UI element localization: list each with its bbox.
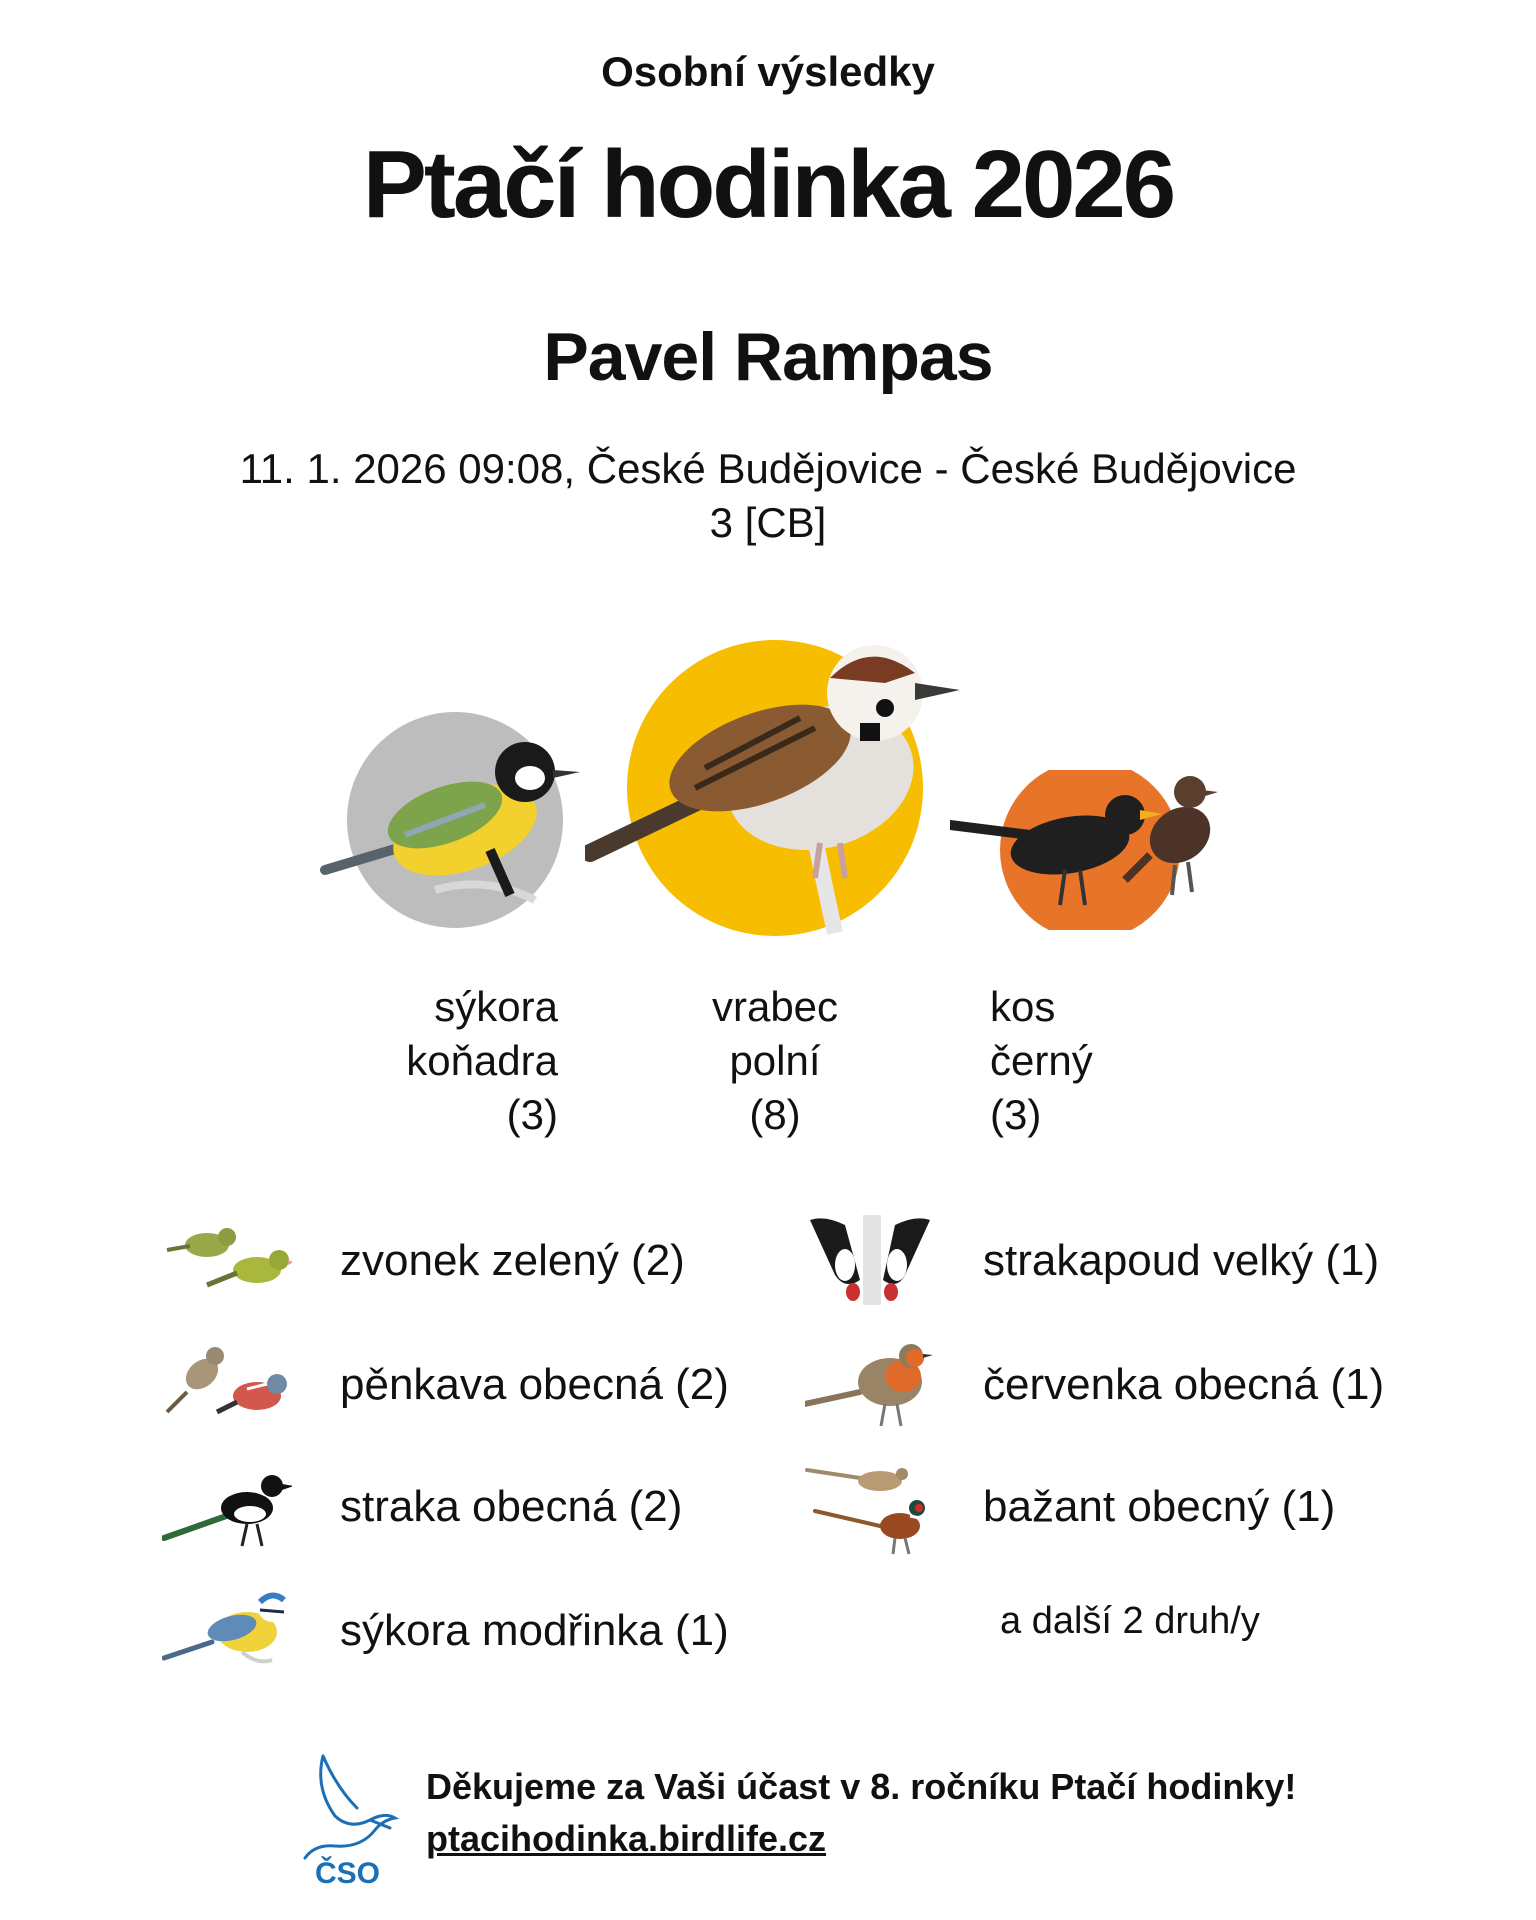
woodpecker-icon bbox=[805, 1210, 935, 1310]
greenfinch-icon bbox=[162, 1210, 292, 1310]
chaffinch-icon bbox=[162, 1334, 292, 1434]
top-bird-name: polní bbox=[729, 1037, 821, 1084]
blue-tit-icon bbox=[162, 1580, 292, 1680]
species-label: pěnkava obecná (2) bbox=[340, 1360, 729, 1409]
list-item bbox=[162, 1456, 762, 1556]
species-label: červenka obecná (1) bbox=[983, 1360, 1385, 1409]
top-bird-label-blackbird bbox=[990, 980, 1250, 1142]
species-label: bažant obecný (1) bbox=[983, 1482, 1336, 1531]
observation-site-code: 3 [CB] bbox=[709, 499, 827, 546]
species-label: strakapoud velký (1) bbox=[983, 1236, 1380, 1285]
top-bird-name: kos bbox=[990, 983, 1056, 1030]
observation-details bbox=[0, 442, 1536, 550]
page-title: Ptačí hodinka 2026 bbox=[362, 131, 1174, 238]
list-item bbox=[162, 1334, 762, 1434]
species-label: straka obecná (2) bbox=[340, 1482, 683, 1531]
participant-name: Pavel Rampas bbox=[543, 319, 993, 395]
observation-datetime-location: 11. 1. 2026 09:08, České Budějovice - České Budějovice bbox=[239, 445, 1297, 492]
website-link[interactable]: ptacihodinka.birdlife.cz bbox=[426, 1818, 827, 1859]
top-bird-name: černý bbox=[990, 1037, 1093, 1084]
list-item bbox=[805, 1456, 1425, 1556]
list-item bbox=[162, 1210, 762, 1310]
top-bird-label-tree-sparrow bbox=[645, 980, 905, 1142]
page-subtitle: Osobní výsledky bbox=[601, 48, 935, 95]
species-label: zvonek zelený (2) bbox=[340, 1236, 685, 1285]
top-bird-count: (3) bbox=[990, 1091, 1042, 1138]
more-species-note: a další 2 druh/y bbox=[1000, 1600, 1260, 1642]
tree-sparrow-icon bbox=[585, 638, 965, 938]
species-label: sýkora modřinka (1) bbox=[340, 1606, 729, 1655]
magpie-icon bbox=[162, 1456, 292, 1556]
blackbird-icon bbox=[950, 770, 1240, 930]
list-item bbox=[162, 1580, 762, 1680]
cso-logo bbox=[295, 1748, 405, 1888]
top-bird-name: sýkora bbox=[434, 983, 558, 1030]
logo-text: ČSO bbox=[315, 1857, 381, 1888]
top-bird-name: koňadra bbox=[406, 1037, 558, 1084]
pheasant-icon bbox=[805, 1456, 935, 1556]
top-bird-name: vrabec bbox=[711, 983, 839, 1030]
great-tit-icon bbox=[315, 700, 595, 950]
thank-you-message: Děkujeme za Vaši účast v 8. ročníku Ptačí hodinky! bbox=[426, 1766, 1297, 1807]
top-bird-count: (8) bbox=[749, 1091, 801, 1138]
robin-icon bbox=[805, 1334, 935, 1434]
list-item bbox=[805, 1334, 1425, 1434]
list-item bbox=[805, 1210, 1425, 1310]
top-bird-label-great-tit bbox=[298, 980, 558, 1142]
top-bird-count: (3) bbox=[506, 1091, 558, 1138]
